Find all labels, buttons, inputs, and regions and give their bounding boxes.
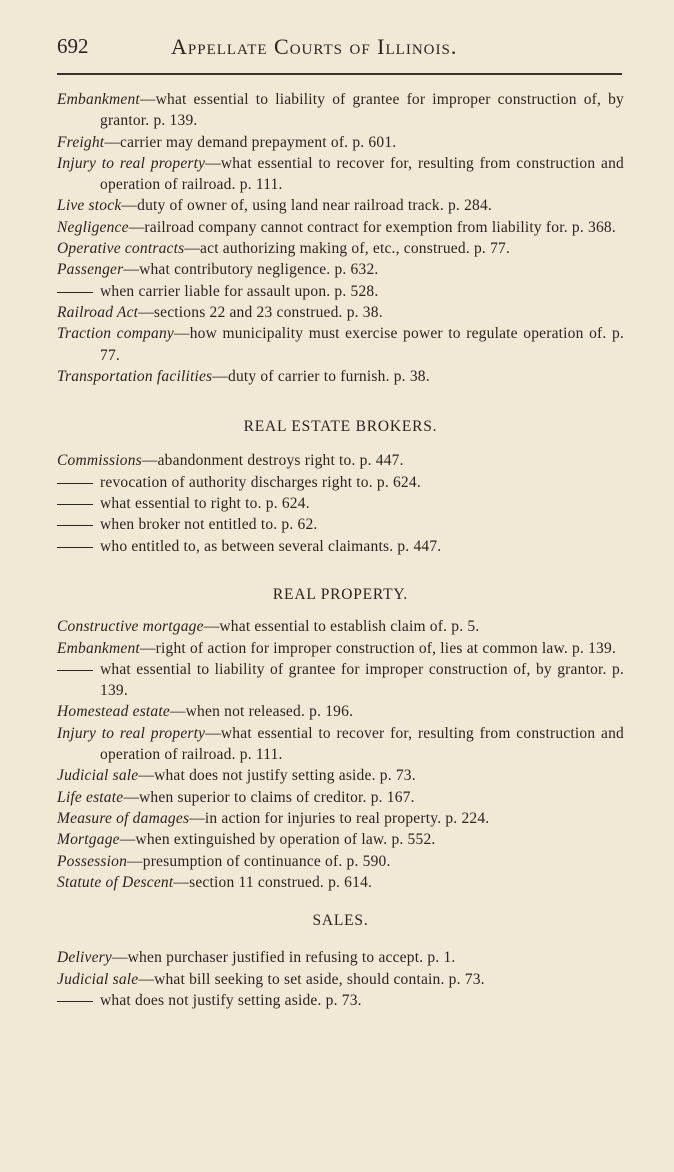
entry-term: Freight	[57, 133, 105, 151]
entry-term: Life estate	[57, 788, 124, 806]
index-entry	[57, 872, 624, 893]
index-entry	[57, 302, 624, 323]
page-number: 692	[57, 34, 89, 58]
entry-term: Homestead estate	[57, 703, 170, 721]
header-rule	[57, 73, 622, 75]
index-entry	[57, 281, 624, 302]
entry-term: Negligence	[57, 218, 129, 236]
index-entry	[57, 195, 624, 216]
entry-text: —when superior to claims of creditor. p. 167.	[123, 788, 415, 806]
entry-text: —what essential to recover for, resulting from construction and operation of railroad. p. 111.	[100, 724, 624, 764]
index-entry	[57, 89, 624, 132]
entry-text: when broker not entitled to. p. 62.	[100, 516, 318, 534]
ditto-dash	[57, 292, 93, 293]
index-entry	[57, 366, 624, 387]
index-section	[57, 910, 624, 1011]
entry-text: —when not released. p. 196.	[169, 703, 354, 721]
entry-text: —how municipality must exercise power to regulate operation of. p. 77.	[100, 325, 624, 364]
index-entry	[57, 723, 624, 766]
entry-text: —what bill seeking to set aside, should contain. p. 73.	[138, 970, 485, 988]
entry-term: Commissions	[57, 452, 142, 470]
index-entry	[57, 493, 624, 514]
entry-term: Possession	[57, 852, 128, 870]
entry-text: —what essential to recover for, resulting from construction and operation of railroad. p. 111.	[100, 154, 624, 194]
page-header	[57, 34, 622, 62]
ditto-dash	[57, 504, 93, 505]
entry-term: Embankment	[57, 91, 140, 108]
index-entry	[57, 514, 624, 535]
entry-term: Operative contracts	[57, 240, 185, 258]
entry-term: Railroad Act	[57, 303, 139, 321]
index-entry	[57, 765, 624, 786]
entry-term: Live stock	[57, 197, 122, 215]
index-entry	[57, 616, 624, 637]
index-entry	[57, 990, 624, 1011]
entry-text: who entitled to, as between several claimants. p. 447.	[100, 537, 442, 555]
index-entry	[57, 851, 624, 872]
entry-text: when carrier liable for assault upon. p. 528.	[100, 282, 379, 300]
index-entry	[57, 659, 624, 702]
entry-text: —duty of carrier to furnish. p. 38.	[212, 367, 430, 385]
entry-term: Traction company	[57, 325, 174, 343]
entry-text: —what contributory negligence. p. 632.	[123, 261, 379, 279]
entry-text: —abandonment destroys right to. p. 447.	[141, 452, 404, 470]
section-heading: REAL ESTATE BROKERS.	[243, 418, 438, 436]
ditto-dash	[57, 483, 93, 484]
ditto-dash	[57, 547, 93, 548]
entry-text: —right of action for improper construction of, lies at common law. p. 139.	[139, 639, 617, 657]
entry-text: —in action for injuries to real property. p. 224.	[189, 809, 490, 827]
index-section	[57, 416, 624, 557]
entry-term: Constructive mortgage	[57, 618, 204, 636]
section-heading: REAL PROPERTY.	[272, 585, 409, 603]
entry-term: Passenger	[57, 261, 124, 279]
index-entry	[57, 536, 624, 557]
entry-text: —carrier may demand prepayment of. p. 601.	[104, 133, 397, 151]
entry-term: Transportation facilities	[57, 367, 213, 385]
index-entry	[57, 132, 624, 153]
index-entry	[57, 969, 624, 990]
ditto-dash	[57, 1001, 93, 1002]
index-entry	[57, 829, 624, 850]
index-content	[57, 89, 624, 1011]
entry-term: Judicial sale	[57, 970, 139, 988]
entry-term: Injury to real property	[57, 724, 206, 742]
entry-text: —when extinguished by operation of law. p. 552.	[119, 831, 436, 849]
running-title: Appellate Courts of Illinois.	[171, 34, 458, 59]
index-entry	[57, 808, 624, 829]
entry-term: Injury to real property	[57, 154, 206, 172]
index-entry	[57, 153, 624, 196]
index-entry	[57, 787, 624, 808]
entry-text: —what essential to liability of grantee for improper construction of, by grantor. p. 139.	[100, 91, 624, 130]
entry-text: —presumption of continuance of. p. 590.	[127, 852, 391, 870]
entry-text: —duty of owner of, using land near railroad track. p. 284.	[121, 197, 493, 215]
entry-text: revocation of authority discharges right to. p. 624.	[100, 473, 421, 491]
entry-text: —section 11 construed. p. 614.	[173, 873, 373, 891]
entry-text: —what essential to establish claim of. p. 5.	[203, 618, 480, 636]
entry-term: Statute of Descent	[57, 873, 174, 891]
entry-text: what essential to liability of grantee for improper construction of, by grantor. p. 139.	[100, 660, 624, 700]
entry-text: —act authorizing making of, etc., construed. p. 77.	[184, 240, 511, 258]
entry-text: —sections 22 and 23 construed. p. 38.	[138, 303, 383, 321]
entry-term: Judicial sale	[57, 767, 139, 785]
index-entry	[57, 947, 624, 968]
entry-text: what does not justify setting aside. p. 73.	[100, 991, 362, 1009]
index-entry	[57, 323, 624, 366]
entry-text: —what does not justify setting aside. p. 73.	[138, 767, 416, 785]
index-entry	[57, 472, 624, 493]
entry-term: Embankment	[57, 639, 140, 657]
entry-term: Measure of damages	[57, 809, 190, 827]
entry-term: Mortgage	[57, 831, 120, 849]
index-entry	[57, 638, 624, 659]
entry-term: Delivery	[57, 949, 112, 967]
ditto-dash	[57, 670, 93, 671]
index-section	[57, 89, 624, 387]
entry-text: —when purchaser justified in refusing to accept. p. 1.	[111, 949, 456, 967]
index-entry	[57, 238, 624, 259]
section-heading: SALES.	[312, 912, 369, 930]
index-section	[57, 584, 624, 893]
entry-text: —railroad company cannot contract for exemption from liability for. p. 368.	[128, 218, 616, 236]
index-entry	[57, 217, 624, 238]
index-entry	[57, 450, 624, 471]
index-entry	[57, 701, 624, 722]
index-entry	[57, 259, 624, 280]
entry-text: what essential to right to. p. 624.	[100, 495, 310, 513]
ditto-dash	[57, 525, 93, 526]
